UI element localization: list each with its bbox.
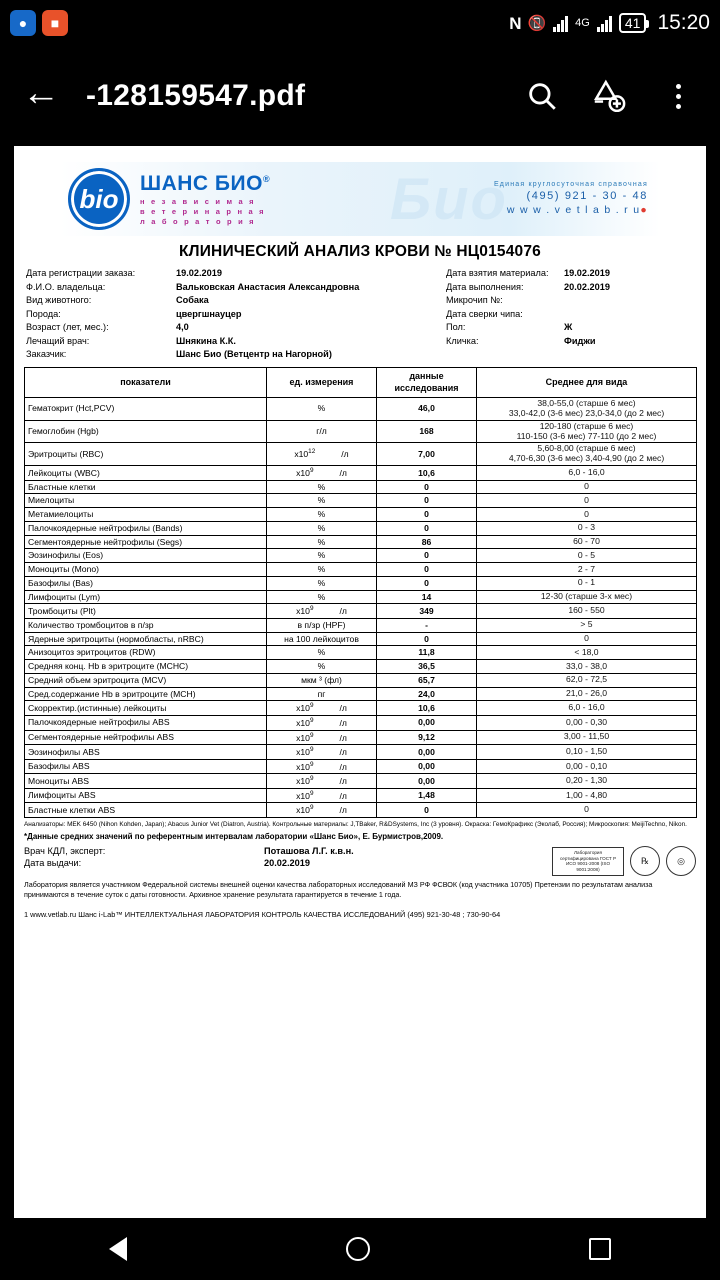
status-bar-clock: 15:20 xyxy=(657,11,710,34)
cell-unit: % xyxy=(267,494,377,508)
iso-certificate-stamp: Лаборатория сертифицирована ГОСТ Р ИСО 9001-2008 (ISO 9001:2008) xyxy=(552,847,624,876)
cell-unit: % xyxy=(267,535,377,549)
battery-indicator: 41 xyxy=(619,13,647,33)
table-row xyxy=(25,715,697,730)
col-header-units: ед. измерения xyxy=(267,368,377,398)
cell-parameter: Миелоциты xyxy=(25,494,267,508)
meta-row xyxy=(26,349,446,361)
chat-icon: ■ xyxy=(42,10,68,36)
watermark-text: Био xyxy=(390,167,508,232)
table-row xyxy=(25,508,697,522)
document-title: КЛИНИЧЕСКИЙ АНАЛИЗ КРОВИ № НЦ0154076 xyxy=(178,243,542,260)
cell-unit: % xyxy=(267,508,377,522)
cell-result: 65,7 xyxy=(377,673,477,687)
cell-unit: на 100 лейкоцитов xyxy=(267,632,377,646)
meta-value: Ж xyxy=(564,322,573,333)
cell-result: 0,00 xyxy=(377,774,477,789)
cell-unit: $х10^9$ /л xyxy=(267,774,377,789)
cell-result: 0 xyxy=(377,803,477,818)
analyzers-note: Анализаторы: MEK 6450 (Nihon Kohden, Japan); Abacus Junior Vet (Diatron, Austria). Контрольные материалы: J,TBaker, R&DSystems, Inc (3 уровня). Окраска: ГемоКрафикс (Эколаб, Россия); Микроскопия: MeijiTechno, Nikon. xyxy=(24,821,687,829)
meta-value: 19.02.2019 xyxy=(176,268,222,279)
cell-unit: % xyxy=(267,660,377,674)
cell-result: 24,0 xyxy=(377,687,477,701)
cell-unit: г/л xyxy=(267,420,377,443)
cell-result: 0,00 xyxy=(377,759,477,774)
cell-parameter: Средняя конц. Hb в эритроците (MCHC) xyxy=(25,660,267,674)
cell-unit: пг xyxy=(267,687,377,701)
status-bar-indicators xyxy=(509,11,710,35)
cell-unit: % xyxy=(267,590,377,604)
table-row xyxy=(25,590,697,604)
cell-reference: 0 xyxy=(477,494,697,508)
table-row xyxy=(25,466,697,481)
cell-unit: $х10^9$ /л xyxy=(267,730,377,745)
meta-row xyxy=(446,309,694,321)
cell-unit: % xyxy=(267,397,377,420)
meta-value: 4,0 xyxy=(176,322,189,333)
cell-reference: 38,0-55,0 (старше 6 мес) 33,0-42,0 (3-6 мес) 23,0-34,0 (до 2 мес) xyxy=(477,397,697,420)
meta-value: Шанс Био (Ветцентр на Нагорной) xyxy=(176,349,332,360)
meta-row xyxy=(26,322,446,334)
cell-reference: 0 xyxy=(477,480,697,494)
table-row xyxy=(25,687,697,701)
lab-subtitle-3: л а б о р а т о р и я xyxy=(140,217,256,227)
cell-unit: $х10^9$ /л xyxy=(267,803,377,818)
meta-row xyxy=(26,268,446,280)
cell-reference: 12-30 (старше 3-х мес) xyxy=(477,590,697,604)
signature-values xyxy=(264,846,354,869)
cell-parameter: Лейкоциты (WBC) xyxy=(25,466,267,481)
toolbar-actions xyxy=(520,74,700,118)
system-nav-bar xyxy=(0,1218,720,1280)
cell-unit: % xyxy=(267,576,377,590)
issue-date-label: Дата выдачи: xyxy=(24,857,82,868)
cell-parameter: Лимфоциты (Lym) xyxy=(25,590,267,604)
cell-unit: $х10^9$ /л xyxy=(267,701,377,716)
cell-reference: 21,0 - 26,0 xyxy=(477,687,697,701)
cell-reference: 1,00 - 4,80 xyxy=(477,788,697,803)
table-row xyxy=(25,521,697,535)
meta-row xyxy=(26,295,446,307)
cell-unit: $х10^9$ /л xyxy=(267,604,377,619)
cell-reference: 0,20 - 1,30 xyxy=(477,774,697,789)
table-row xyxy=(25,745,697,760)
cell-reference: 0 - 3 xyxy=(477,521,697,535)
page-footer: 1 www.vetlab.ru Шанс i-Lab™ ИНТЕЛЛЕКТУАЛЬНАЯ ЛАБОРАТОРИЯ КОНТРОЛЬ КАЧЕСТВА ИССЛЕДОВАНИЙ (495) 921-30-48 ; 730-90-64 xyxy=(24,909,501,919)
table-row xyxy=(25,443,697,466)
results-table xyxy=(24,367,697,818)
cell-reference: 33,0 - 38,0 xyxy=(477,660,697,674)
cell-unit: $х10^9$ /л xyxy=(267,715,377,730)
col-header-parameter: показатели xyxy=(25,368,267,398)
contact-helpline-label: Единая круглосуточная справочная xyxy=(493,181,648,189)
cell-reference: 0 xyxy=(477,508,697,522)
cell-unit: $х10^9$ /л xyxy=(267,466,377,481)
cell-result: 0,00 xyxy=(377,715,477,730)
cell-reference: 60 - 70 xyxy=(477,535,697,549)
cell-parameter: Сред.содержание Hb в эритроците (MCH) xyxy=(25,687,267,701)
table-row xyxy=(25,535,697,549)
back-triangle-icon[interactable] xyxy=(109,1237,127,1261)
cell-result: 0 xyxy=(377,576,477,590)
cell-reference: 2 - 7 xyxy=(477,563,697,577)
table-row xyxy=(25,774,697,789)
lab-name: ШАНС БИО® xyxy=(140,171,271,195)
home-circle-icon[interactable] xyxy=(346,1237,370,1261)
meta-value: Шнякина К.К. xyxy=(176,335,236,346)
cell-result: 11,8 xyxy=(377,646,477,660)
meta-label: Ф.И.О. владельца: xyxy=(26,281,106,292)
rostest-seal-icon: ℞ xyxy=(630,846,660,876)
bio-logo-icon: bio xyxy=(68,168,130,230)
patient-meta xyxy=(26,268,694,361)
cell-result: 86 xyxy=(377,535,477,549)
table-row xyxy=(25,701,697,716)
app-toolbar xyxy=(0,46,720,146)
cell-result: 0 xyxy=(377,563,477,577)
back-arrow-icon[interactable]: ← xyxy=(22,72,60,114)
cell-result: 9,12 xyxy=(377,730,477,745)
cell-parameter: Базофилы (Bas) xyxy=(25,576,267,590)
meta-value: Вальковская Анастасия Александровна xyxy=(176,281,360,292)
meta-label: Заказчик: xyxy=(26,349,67,360)
table-row xyxy=(25,618,697,632)
status-bar-app-icons xyxy=(10,10,68,36)
cell-result: 7,00 xyxy=(377,443,477,466)
cell-parameter: Палочкоядерные нейтрофилы (Bands) xyxy=(25,521,267,535)
cell-reference: 0,00 - 0,30 xyxy=(477,715,697,730)
cell-parameter: Ядерные эритроциты (нормобласты, nRBC) xyxy=(25,632,267,646)
meta-label: Дата регистрации заказа: xyxy=(26,268,136,279)
cell-parameter: Гемоглобин (Hgb) xyxy=(25,420,267,443)
table-row xyxy=(25,788,697,803)
cell-parameter: Бластные клетки xyxy=(25,480,267,494)
meta-label: Микрочип №: xyxy=(446,295,503,306)
shield-icon: ● xyxy=(10,10,36,36)
cell-reference: 62,0 - 72,5 xyxy=(477,673,697,687)
meta-label: Вид животного: xyxy=(26,295,92,306)
table-row xyxy=(25,604,697,619)
table-row xyxy=(25,660,697,674)
table-row xyxy=(25,563,697,577)
meta-value: 20.02.2019 xyxy=(564,281,610,292)
cell-unit: % xyxy=(267,563,377,577)
cell-parameter: Моноциты (Mono) xyxy=(25,563,267,577)
meta-value: цвергшнауцер xyxy=(176,308,242,319)
doctor-name: Поташова Л.Г. к.в.н. xyxy=(264,846,354,857)
cell-result: 0 xyxy=(377,632,477,646)
lab-seal-icon: ◎ xyxy=(666,846,696,876)
cell-parameter: Эозинофилы ABS xyxy=(25,745,267,760)
contact-website: w w w . v e t l a b . r u● xyxy=(506,203,648,216)
table-row xyxy=(25,480,697,494)
table-row xyxy=(25,549,697,563)
cell-parameter: Лимфоциты ABS xyxy=(25,788,267,803)
cell-parameter: Количество тромбоцитов в п/зр xyxy=(25,618,267,632)
lab-subtitle-1: н е з а в и с и м а я xyxy=(140,196,256,206)
certification-stamps xyxy=(552,846,696,876)
cell-result: 10,6 xyxy=(377,701,477,716)
issue-date-value: 20.02.2019 xyxy=(264,857,310,868)
doctor-label: Врач КДЛ, эксперт: xyxy=(24,846,106,857)
reference-note: *Данные средних значений по референтным интервалам лаборатории «Шанс Био», Е. Бурмистров,2009. xyxy=(24,832,444,842)
status-bar xyxy=(0,0,720,46)
lab-letterhead xyxy=(60,162,660,236)
cell-reference: 0,00 - 0,10 xyxy=(477,759,697,774)
cell-unit: % xyxy=(267,646,377,660)
results-table-body xyxy=(25,397,697,817)
table-row xyxy=(25,673,697,687)
table-header-row xyxy=(25,368,697,398)
cell-parameter: Скорректир.(истинные) лейкоциты xyxy=(25,701,267,716)
drive-add-icon[interactable] xyxy=(588,74,632,118)
overflow-menu-icon[interactable] xyxy=(656,74,700,118)
cell-reference: 3,00 - 11,50 xyxy=(477,730,697,745)
page-bottom-gap xyxy=(24,919,696,959)
cell-result: 36,5 xyxy=(377,660,477,674)
file-title: -128159547.pdf xyxy=(86,79,306,112)
table-row xyxy=(25,759,697,774)
cell-result: 10,6 xyxy=(377,466,477,481)
meta-label: Дата взятия материала: xyxy=(446,268,549,279)
cell-parameter: Палочкоядерные нейтрофилы ABS xyxy=(25,715,267,730)
cell-reference: 0 xyxy=(477,803,697,818)
meta-row xyxy=(446,336,694,348)
meta-row xyxy=(446,322,694,334)
table-row xyxy=(25,646,697,660)
meta-row xyxy=(26,336,446,348)
meta-value: 19.02.2019 xyxy=(564,268,610,279)
cell-unit: $х10^9$ /л xyxy=(267,788,377,803)
signal-bars-2-icon xyxy=(597,14,612,32)
cell-result: 168 xyxy=(377,420,477,443)
table-row xyxy=(25,632,697,646)
table-row xyxy=(25,576,697,590)
cell-parameter: Средний объем эритроцита (MCV) xyxy=(25,673,267,687)
meta-row xyxy=(26,282,446,294)
pdf-page-viewport[interactable] xyxy=(14,146,706,1218)
cell-parameter: Метамиелоциты xyxy=(25,508,267,522)
network-type-label: 4G xyxy=(575,16,590,29)
cell-parameter: Эозинофилы (Eos) xyxy=(25,549,267,563)
cell-unit: % xyxy=(267,521,377,535)
cell-result: 46,0 xyxy=(377,397,477,420)
cell-parameter: Бластные клетки ABS xyxy=(25,803,267,818)
search-icon[interactable] xyxy=(520,74,564,118)
cell-result: 0 xyxy=(377,549,477,563)
cell-result: 14 xyxy=(377,590,477,604)
meta-label: Пол: xyxy=(446,322,466,333)
cell-parameter: Базофилы ABS xyxy=(25,759,267,774)
cell-reference: 0 - 5 xyxy=(477,549,697,563)
legal-note: Лаборатория является участником Федеральной системы внешней оценки качества лабораторных исследований МЗ РФ ФСВОК (код участника 10705) Претензии по результатам анализа принимаются в течение суток с даты готовности. Архивное хранение результата гарантируется в течение 1 года. xyxy=(24,880,653,900)
lab-subtitle-2: в е т е р и н а р н а я xyxy=(140,207,266,217)
cell-unit: % xyxy=(267,480,377,494)
cell-parameter: Эритроциты (RBC) xyxy=(25,443,267,466)
contact-phone: (495) 921 - 30 - 48 xyxy=(526,189,648,202)
cell-result: 0 xyxy=(377,480,477,494)
cell-parameter: Гематокрит (Hct,PCV) xyxy=(25,397,267,420)
patient-meta-left xyxy=(26,268,446,361)
cell-reference: 160 - 550 xyxy=(477,604,697,619)
cell-result: 1,48 xyxy=(377,788,477,803)
cell-unit: в п/зр (HPF) xyxy=(267,618,377,632)
signal-bars-icon xyxy=(553,14,568,32)
cell-parameter: Анизоцитоз эритроцитов (RDW) xyxy=(25,646,267,660)
meta-label: Дата выполнения: xyxy=(446,281,524,292)
table-row xyxy=(25,730,697,745)
meta-row xyxy=(446,268,694,280)
meta-row xyxy=(26,309,446,321)
table-row xyxy=(25,397,697,420)
cell-result: 0,00 xyxy=(377,745,477,760)
cell-unit: $х10^{12}$ /л xyxy=(267,443,377,466)
cell-result: 0 xyxy=(377,494,477,508)
lab-contacts xyxy=(494,181,652,217)
cell-parameter: Моноциты ABS xyxy=(25,774,267,789)
cell-result: 0 xyxy=(377,521,477,535)
cell-parameter: Сегментоядерные нейтрофилы (Segs) xyxy=(25,535,267,549)
nfc-icon: N xyxy=(509,13,521,33)
meta-row xyxy=(446,295,694,307)
meta-label: Порода: xyxy=(26,308,61,319)
cell-reference: 120-180 (старше 6 мес) 110-150 (3-6 мес) 77-110 (до 2 мес) xyxy=(477,420,697,443)
cell-reference: 0 - 1 xyxy=(477,576,697,590)
cell-reference: > 5 xyxy=(477,618,697,632)
table-row xyxy=(25,420,697,443)
signature-labels xyxy=(24,846,264,869)
meta-row xyxy=(446,282,694,294)
cell-reference: 0,10 - 1,50 xyxy=(477,745,697,760)
meta-label: Дата сверки чипа: xyxy=(446,308,523,319)
cell-reference: < 18,0 xyxy=(477,646,697,660)
cell-reference: 5,60-8,00 (старше 6 мес) 4,70-6,30 (3-6 мес) 3,40-4,90 (до 2 мес) xyxy=(477,443,697,466)
cell-reference: 6,0 - 16,0 xyxy=(477,701,697,716)
meta-value: Фиджи xyxy=(564,335,596,346)
meta-label: Кличка: xyxy=(446,335,479,346)
meta-label: Возраст (лет, мес.): xyxy=(26,322,109,333)
col-header-result: данные исследования xyxy=(377,368,477,398)
pdf-page xyxy=(14,146,706,959)
recents-square-icon[interactable] xyxy=(589,1238,611,1260)
cell-reference: 6,0 - 16,0 xyxy=(477,466,697,481)
cell-unit: мкм ³ (фл) xyxy=(267,673,377,687)
cell-result: - xyxy=(377,618,477,632)
meta-label: Лечащий врач: xyxy=(26,335,90,346)
signature-block xyxy=(24,846,696,876)
table-row xyxy=(25,494,697,508)
patient-meta-right xyxy=(446,268,694,361)
cell-unit: % xyxy=(267,549,377,563)
cell-result: 349 xyxy=(377,604,477,619)
meta-value: Собака xyxy=(176,295,209,306)
cell-unit: $х10^9$ /л xyxy=(267,759,377,774)
cell-parameter: Сегментоядерные нейтрофилы ABS xyxy=(25,730,267,745)
vibrate-icon: 📵 xyxy=(527,14,547,32)
lab-name-block xyxy=(140,171,270,228)
table-row xyxy=(25,803,697,818)
cell-reference: 0 xyxy=(477,632,697,646)
cell-unit: $х10^9$ /л xyxy=(267,745,377,760)
col-header-reference: Среднее для вида xyxy=(477,368,697,398)
cell-result: 0 xyxy=(377,508,477,522)
cell-parameter: Тромбоциты (Plt) xyxy=(25,604,267,619)
